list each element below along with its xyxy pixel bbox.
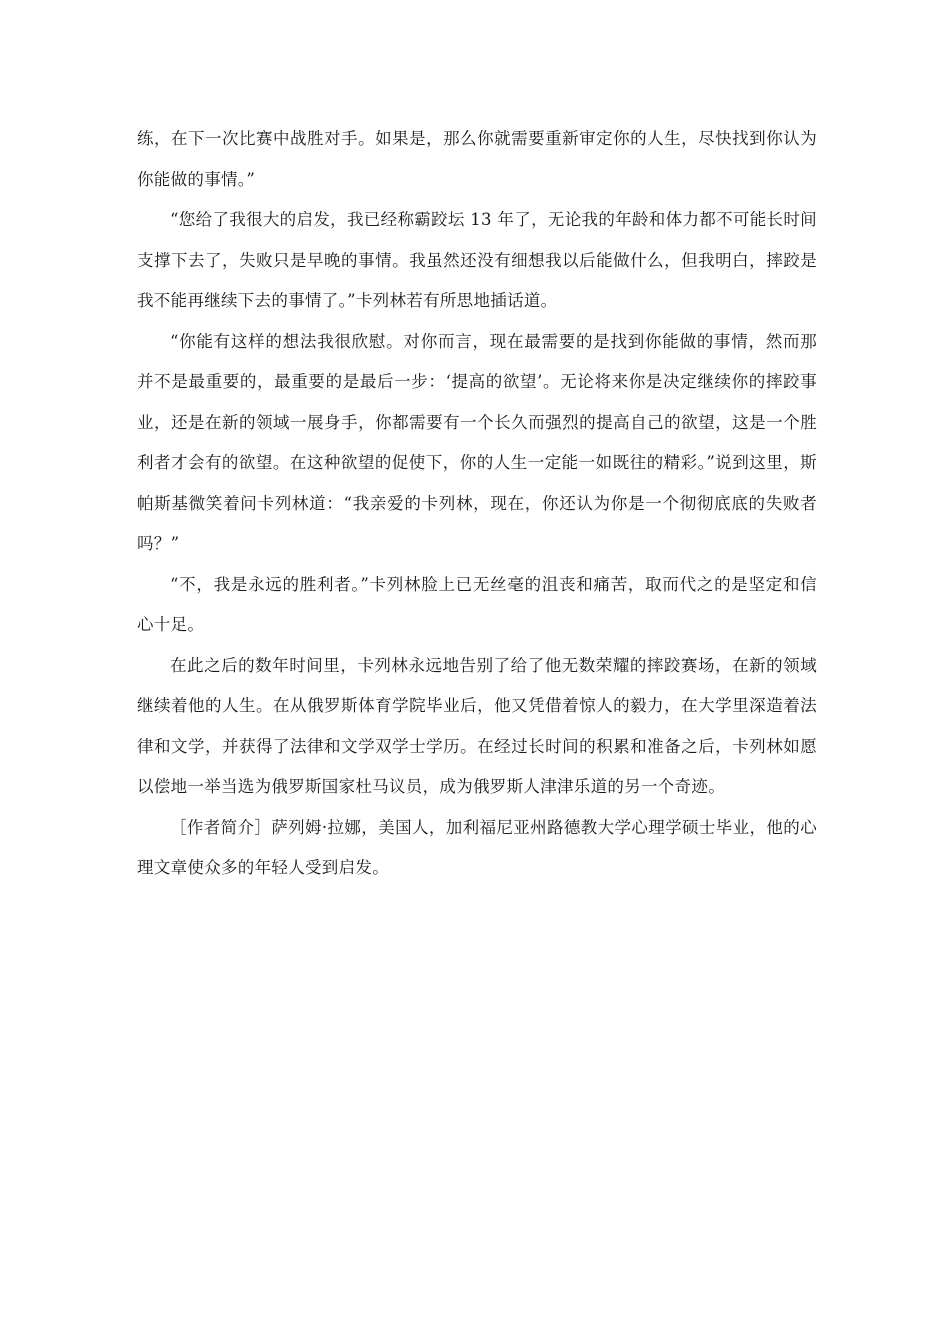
- article-body: [137, 119, 817, 889]
- paragraph-author-bio: ［作者简介］萨列姆·拉娜，美国人，加利福尼亚州路德教大学心理学硕士毕业，他的心理文章使众多的年轻人受到启发。: [137, 817, 817, 877]
- paragraph-spassky-speech: “你能有这样的想法我很欣慰。对你而言，现在最需要的是找到你能做的事情，然而那并不是最重要的，最重要的是最后一步：‘提高的欲望’。无论将来你是决定继续你的摔跤事业，还是在新的领域一展身手，你都需要有一个长久而强烈的提高自己的欲望，这是一个胜利者才会有的欲望。在这种欲望的促使下，你的人生一定能一如既往的精彩。”说到这里，斯帕斯基微笑着问卡列林道：“我亲爱的卡列林，现在，你还认为你是一个彻彻底底的失败者吗？”: [137, 331, 817, 553]
- paragraph-karelin-reply: “您给了我很大的启发，我已经称霸跤坛 13 年了，无论我的年龄和体力都不可能长时间支撑下去了，失败只是早晚的事情。我虽然还没有细想我以后能做什么，但我明白，摔跤是我不能再继续下去的事情了。”卡列林若有所思地插话道。: [137, 210, 817, 310]
- paragraph-karelin-answer: “不，我是永远的胜利者。”卡列林脸上已无丝毫的沮丧和痛苦，取而代之的是坚定和信心十足。: [137, 574, 817, 634]
- paragraph-continuation: 练，在下一次比赛中战胜对手。如果是，那么你就需要重新审定你的人生，尽快找到你认为你能做的事情。”: [137, 129, 817, 189]
- paragraph-aftermath: 在此之后的数年时间里，卡列林永远地告别了给了他无数荣耀的摔跤赛场，在新的领域继续着他的人生。在从俄罗斯体育学院毕业后，他又凭借着惊人的毅力，在大学里深造着法律和文学，并获得了法律和文学双学士学历。在经过长时间的积累和准备之后，卡列林如愿以偿地一举当选为俄罗斯国家杜马议员，成为俄罗斯人津津乐道的另一个奇迹。: [137, 655, 817, 796]
